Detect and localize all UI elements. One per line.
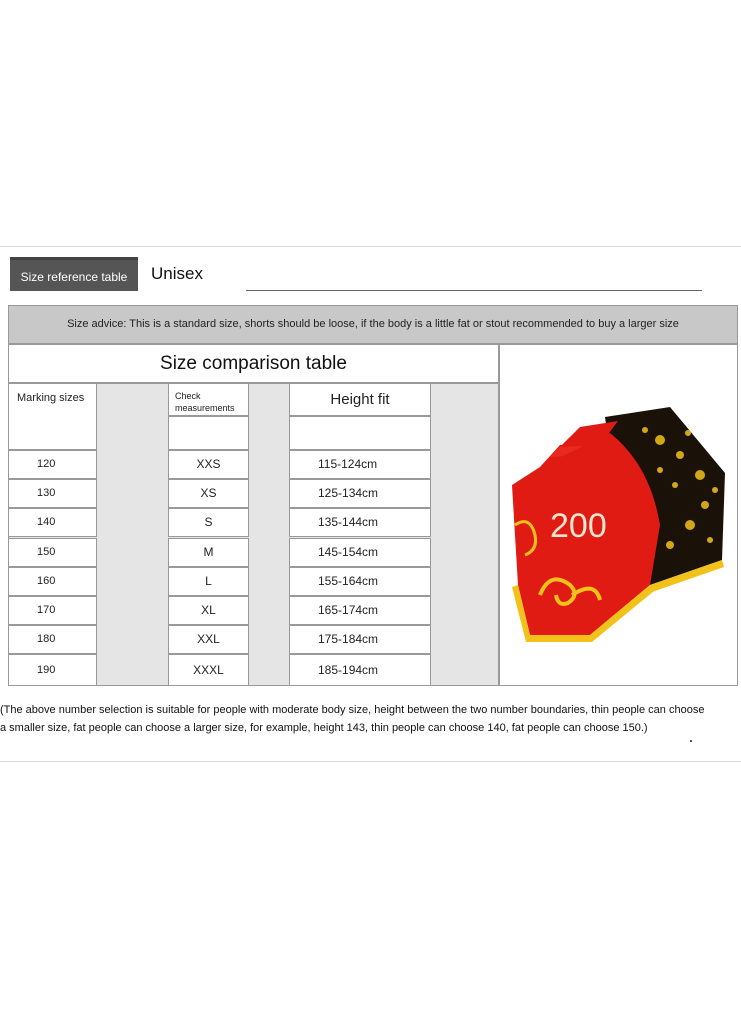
table-title: Size comparison table bbox=[8, 344, 499, 383]
product-image-cell bbox=[499, 344, 738, 686]
size-reference-tag: Size reference table bbox=[10, 257, 138, 291]
row-marking-size: 130 bbox=[8, 479, 97, 508]
row-marking-size: 140 bbox=[8, 508, 97, 537]
row-marking-size: 190 bbox=[8, 654, 97, 686]
row-marking-size: 160 bbox=[8, 567, 97, 596]
header-check-measurements: Check measurements bbox=[168, 383, 249, 416]
note-line-2: a smaller size, fat people can choose a larger size, for example, height 143, thin people can choose 140, fat people can choose 150.) bbox=[0, 722, 648, 734]
gender-label: Unisex bbox=[151, 264, 203, 283]
row-letter-size: XS bbox=[168, 479, 249, 508]
row-height-fit: 165-174cm bbox=[289, 596, 431, 625]
row-letter-size: L bbox=[168, 567, 249, 596]
row-letter-size: S bbox=[168, 508, 249, 537]
row-marking-size: 120 bbox=[8, 450, 97, 479]
row-marking-size: 170 bbox=[8, 596, 97, 625]
row-letter-size: XL bbox=[168, 596, 249, 625]
stray-dot bbox=[690, 740, 692, 742]
row-height-fit: 175-184cm bbox=[289, 625, 431, 654]
top-divider bbox=[0, 246, 741, 247]
row-height-fit: 115-124cm bbox=[289, 450, 431, 479]
header-check-spacer bbox=[168, 416, 249, 450]
shorts-number-label: 200 bbox=[550, 507, 607, 545]
size-selection-note bbox=[0, 701, 741, 737]
row-height-fit: 155-164cm bbox=[289, 567, 431, 596]
bottom-divider bbox=[0, 761, 741, 762]
header-marking-sizes: Marking sizes bbox=[8, 383, 97, 450]
row-marking-size: 150 bbox=[8, 538, 97, 567]
row-letter-size: XXS bbox=[168, 450, 249, 479]
header-underline bbox=[246, 290, 702, 291]
row-height-fit: 125-134cm bbox=[289, 479, 431, 508]
row-marking-size: 180 bbox=[8, 625, 97, 654]
row-letter-size: M bbox=[168, 538, 249, 567]
header-height-fit: Height fit bbox=[289, 383, 431, 416]
boxing-shorts-image bbox=[500, 345, 737, 685]
row-height-fit: 185-194cm bbox=[289, 654, 431, 686]
header-height-spacer bbox=[289, 416, 431, 450]
row-height-fit: 135-144cm bbox=[289, 508, 431, 537]
row-letter-size: XXXL bbox=[168, 654, 249, 686]
note-line-1: (The above number selection is suitable for people with moderate body size, height between the two number boundaries, thin people can choose bbox=[0, 704, 705, 716]
row-height-fit: 145-154cm bbox=[289, 538, 431, 567]
row-letter-size: XXL bbox=[168, 625, 249, 654]
size-advice-banner: Size advice: This is a standard size, shorts should be loose, if the body is a little fat or stout recommended to buy a larger size bbox=[8, 305, 738, 344]
